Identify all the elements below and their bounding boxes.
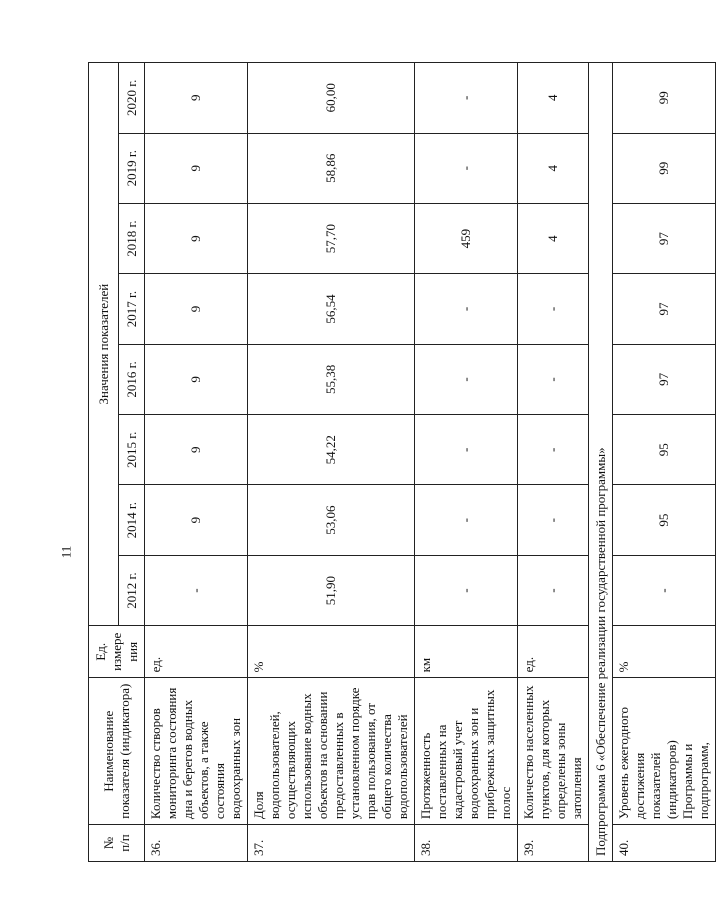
- row-value: 9: [145, 133, 248, 203]
- row-value: -: [518, 485, 589, 555]
- row-value: 97: [613, 203, 716, 273]
- row-value: 9: [145, 203, 248, 273]
- header-year: 2018 г.: [119, 203, 145, 273]
- row-index: 38.: [415, 825, 518, 862]
- row-name: Протяженность поставленных на кадастровый учет водоохранных зон и прибрежных защитных полос: [415, 678, 518, 825]
- table-row: [518, 63, 589, 862]
- row-unit: %: [613, 626, 716, 678]
- row-value: 95: [613, 485, 716, 555]
- row-value: 56,54: [248, 274, 415, 344]
- header-year: 2014 г.: [119, 485, 145, 555]
- row-unit: ед.: [145, 626, 248, 678]
- row-value: 9: [145, 274, 248, 344]
- row-value: -: [415, 133, 518, 203]
- row-index: 40.: [613, 825, 716, 862]
- row-name: Количество населенных пунктов, для которых определены зоны затопления: [518, 678, 589, 825]
- row-value: 99: [613, 63, 716, 134]
- row-value: 97: [613, 344, 716, 414]
- row-unit: ед.: [518, 626, 589, 678]
- table-row: [415, 63, 518, 862]
- header-year: 2020 г.: [119, 63, 145, 134]
- row-value: 54,22: [248, 415, 415, 485]
- row-value: -: [613, 555, 716, 625]
- header-values-group: Значения показателей: [89, 63, 119, 626]
- header-year: 2017 г.: [119, 274, 145, 344]
- row-name: Доля водопользователей, осуществляющих использование водных объектов на основании предоставленных в установленном порядке прав пользования, от общего количества водопользователей: [248, 678, 415, 825]
- subprogram-row: [589, 63, 613, 862]
- table-row: [613, 63, 716, 862]
- row-value: 57,70: [248, 203, 415, 273]
- row-value: 60,00: [248, 63, 415, 134]
- row-value: -: [415, 415, 518, 485]
- row-value: -: [415, 555, 518, 625]
- row-value: 9: [145, 485, 248, 555]
- row-unit: км: [415, 626, 518, 678]
- row-value: 4: [518, 203, 589, 273]
- header-year: 2012 г.: [119, 555, 145, 625]
- header-year: 2016 г.: [119, 344, 145, 414]
- row-value: -: [415, 63, 518, 134]
- row-value: -: [415, 485, 518, 555]
- row-index: 36.: [145, 825, 248, 862]
- header-year: 2019 г.: [119, 133, 145, 203]
- header-name: Наименование показателя (индикатора): [89, 678, 145, 825]
- table-row: [145, 63, 248, 862]
- row-value: -: [145, 555, 248, 625]
- subprogram-title: Подпрограмма 6 «Обеспечение реализации государственной программы»: [589, 63, 613, 862]
- rotated-table-stage: [88, 62, 711, 862]
- row-value: 95: [613, 415, 716, 485]
- row-value: -: [518, 274, 589, 344]
- table-row: [248, 63, 415, 862]
- row-value: 9: [145, 63, 248, 134]
- row-value: 53,06: [248, 485, 415, 555]
- row-value: 99: [613, 133, 716, 203]
- row-value: 9: [145, 344, 248, 414]
- row-value: -: [415, 344, 518, 414]
- row-unit: %: [248, 626, 415, 678]
- row-value: 459: [415, 203, 518, 273]
- row-index: 37.: [248, 825, 415, 862]
- row-value: -: [518, 415, 589, 485]
- row-value: 4: [518, 133, 589, 203]
- header-unit: Ед. измере ния: [89, 626, 145, 678]
- row-name: Количество створов мониторинга состояния дна и берегов водных объектов, а также состояния водоохранных зон: [145, 678, 248, 825]
- row-value: 9: [145, 415, 248, 485]
- header-index: № п/п: [89, 825, 145, 862]
- indicators-table: [88, 62, 716, 862]
- row-value: 4: [518, 63, 589, 134]
- row-value: 55,38: [248, 344, 415, 414]
- row-value: 58,86: [248, 133, 415, 203]
- row-value: -: [518, 344, 589, 414]
- row-value: -: [415, 274, 518, 344]
- row-name: Уровень ежегодного достижения показателей (индикаторов) Программы и подпрограмм,: [613, 678, 716, 825]
- row-value: 97: [613, 274, 716, 344]
- page-number: 11: [58, 545, 74, 559]
- row-value: 51,90: [248, 555, 415, 625]
- header-year: 2015 г.: [119, 415, 145, 485]
- row-index: 39.: [518, 825, 589, 862]
- row-value: -: [518, 555, 589, 625]
